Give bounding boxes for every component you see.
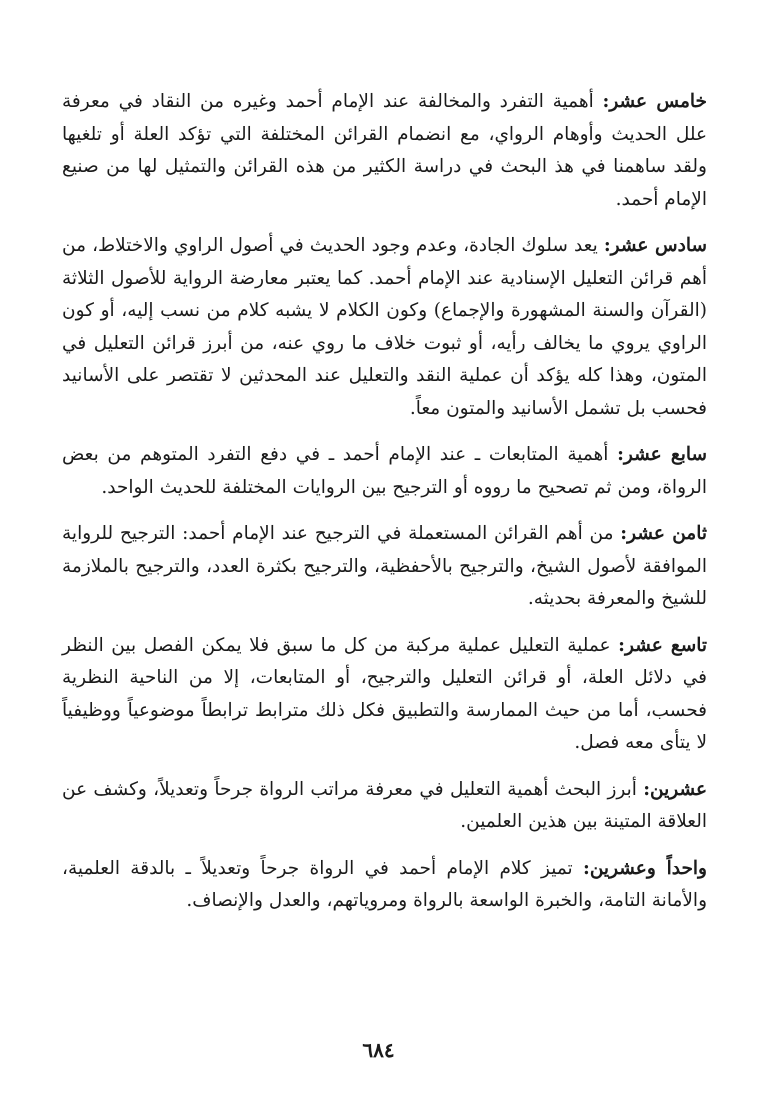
- conclusion-paragraph-17: [62, 439, 707, 504]
- conclusion-paragraph-19: [62, 630, 707, 760]
- conclusion-paragraph-21: [62, 853, 707, 918]
- conclusion-paragraph-15: [62, 86, 707, 216]
- paragraph-body: تميز كلام الإمام أحمد في الرواة جرحاً وتعديلاً ـ بالدقة العلمية، والأمانة التامة، والخبرة الواسعة بالرواة ومروياتهم، والعدل والإنصاف.: [62, 857, 707, 911]
- paragraph-heading: سادس عشر:: [603, 235, 708, 256]
- conclusion-paragraph-18: [62, 518, 707, 616]
- conclusion-paragraph-20: [62, 774, 707, 839]
- paragraph-body: أهمية المتابعات ـ عند الإمام أحمد ـ في دفع التفرد المتوهم من بعض الرواة، ومن ثم تصحيح ما رووه أو الترجيح بين الروايات المختلفة للحديث الواحد.: [62, 444, 707, 498]
- page-number: ٦٨٤: [362, 1038, 395, 1062]
- paragraph-heading: واحداً وعشرين:: [583, 857, 707, 879]
- conclusion-paragraph-16: [62, 230, 707, 425]
- paragraph-body: عملية التعليل عملية مركبة من كل ما سبق فلا يمكن الفصل بين النظر في دلائل العلة، أو قرائن التعليل والترجيح، أو المتابعات، إلا من الناحية النظرية فحسب، أما من حيث الممارسة والتطبيق فكل ذلك مترابط ترابطاً موضوعياً ووظيفياً لا يتأى معه فصل.: [62, 634, 707, 753]
- paragraph-heading: تاسع عشر:: [618, 634, 707, 656]
- paragraph-heading: خامس عشر:: [602, 91, 707, 112]
- paragraph-heading: عشرين:: [643, 778, 707, 800]
- paragraph-body: من أهم القرائن المستعملة في الترجيح عند الإمام أحمد: الترجيح للرواية الموافقة لأصول الشيخ، والترجيح بالأحفظية، والترجيح بكثرة العدد، والترجيح بالملازمة للشيخ والمعرفة بحديثه.: [62, 523, 707, 609]
- paragraph-body: أبرز البحث أهمية التعليل في معرفة مراتب الرواة جرحاً وتعديلاً، وكشف عن العلاقة المتينة بين هذين العلمين.: [62, 778, 707, 832]
- paragraph-body: أهمية التفرد والمخالفة عند الإمام أحمد وغيره من النقاد في معرفة علل الحديث وأوهام الرواي، مع انضمام القرائن المختلفة التي تؤكد العلة أو تلغيها ولقد ساهمنا في هذ البحث في دراسة الكثير من هذه القرائن والتمثيل لها من صنيع الإمام أحمد.: [62, 91, 707, 210]
- paragraph-body: يعد سلوك الجادة، وعدم وجود الحديث في أصول الراوي والاختلاط، من أهم قرائن التعليل الإسنادية عند الإمام أحمد. كما يعتبر معارضة الرواية للأصول الثلاثة (القرآن والسنة المشهورة والإجماع) وكون الكلام لا يشبه كلام من نسب إليه، أو كون الراوي يروي ما يخالف رأيه، أو ثبوت خلاف ما روي عنه، من أبرز قرائن التعليل في المتون، وهذا كله يؤكد أن عملية النقد والتعليل عند المحدثين لا تقتصر على الأسانيد فحسب بل تشمل الأسانيد والمتون معاً.: [62, 235, 707, 419]
- paragraph-heading: ثامن عشر:: [620, 523, 707, 544]
- paragraph-heading: سابع عشر:: [617, 444, 708, 465]
